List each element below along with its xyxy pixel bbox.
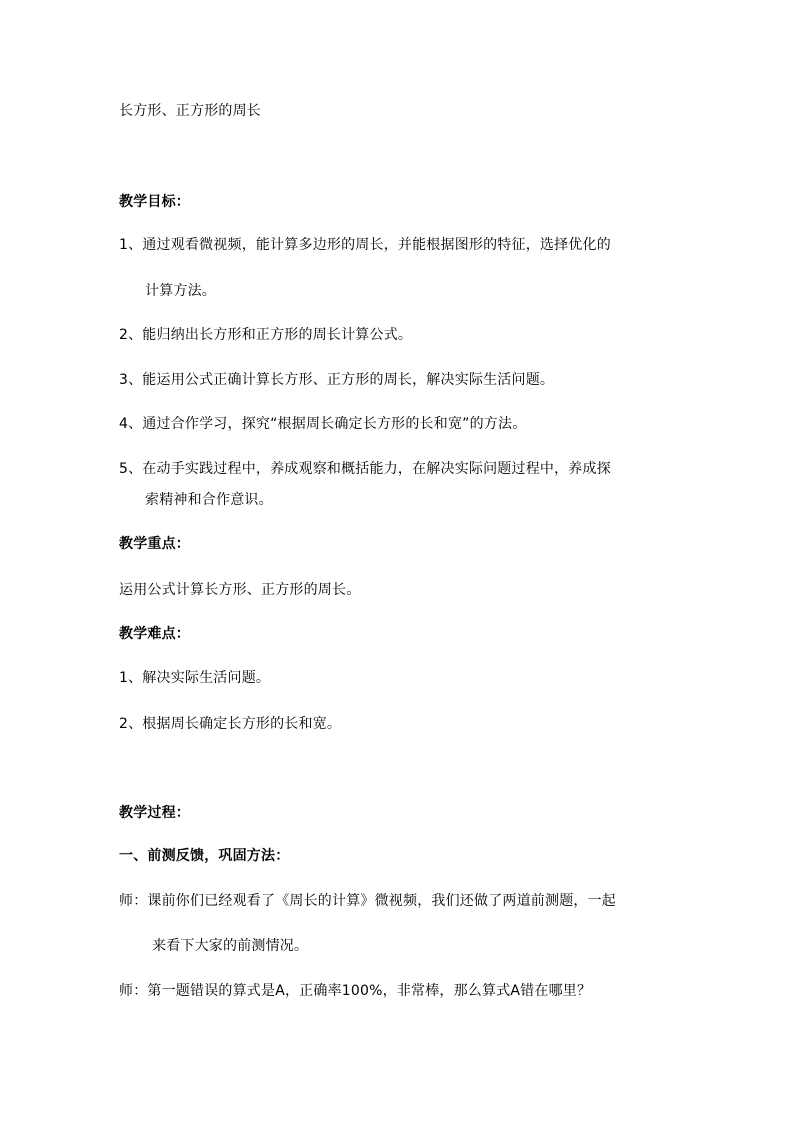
paragraph-1-line-1: 师：课前你们已经观看了《周长的计算》微视频，我们还做了两道前测题，一起 [119, 893, 616, 909]
key-points-text: 运用公式计算长方形、正方形的周长。 [119, 582, 361, 598]
objective-4: 4、通过合作学习，探究“根据周长确定长方形的长和宽”的方法。 [119, 416, 527, 432]
process-heading: 教学过程： [119, 805, 190, 821]
difficulty-1: 1、解决实际生活问题。 [119, 670, 271, 686]
difficulty-2: 2、根据周长确定长方形的长和宽。 [119, 716, 342, 732]
objectives-heading: 教学目标： [119, 194, 190, 210]
key-points-heading: 教学重点： [119, 536, 190, 552]
objective-5-line-1: 5、在动手实践过程中，养成观察和概括能力，在解决实际问题过程中，养成探 [119, 461, 611, 477]
objective-5-line-2: 索精神和合作意识。 [145, 492, 273, 508]
objective-1-line-1: 1、通过观看微视频，能计算多边形的周长，并能根据图形的特征，选择优化的 [119, 237, 611, 253]
objective-1-line-2: 计算方法。 [145, 283, 216, 299]
objective-2: 2、能归纳出长方形和正方形的周长计算公式。 [119, 327, 413, 343]
doc-title: 长方形、正方形的周长 [119, 103, 261, 119]
section-1-heading: 一、前测反馈，巩固方法： [119, 848, 290, 864]
difficulties-heading: 教学难点： [119, 626, 190, 642]
paragraph-2: 师：第一题错误的算式是A，正确率100%，非常棒，那么算式A错在哪里？ [119, 983, 592, 999]
paragraph-1-line-2: 来看下大家的前测情况。 [152, 938, 309, 954]
objective-3: 3、能运用公式正确计算长方形、正方形的周长，解决实际生活问题。 [119, 372, 555, 388]
